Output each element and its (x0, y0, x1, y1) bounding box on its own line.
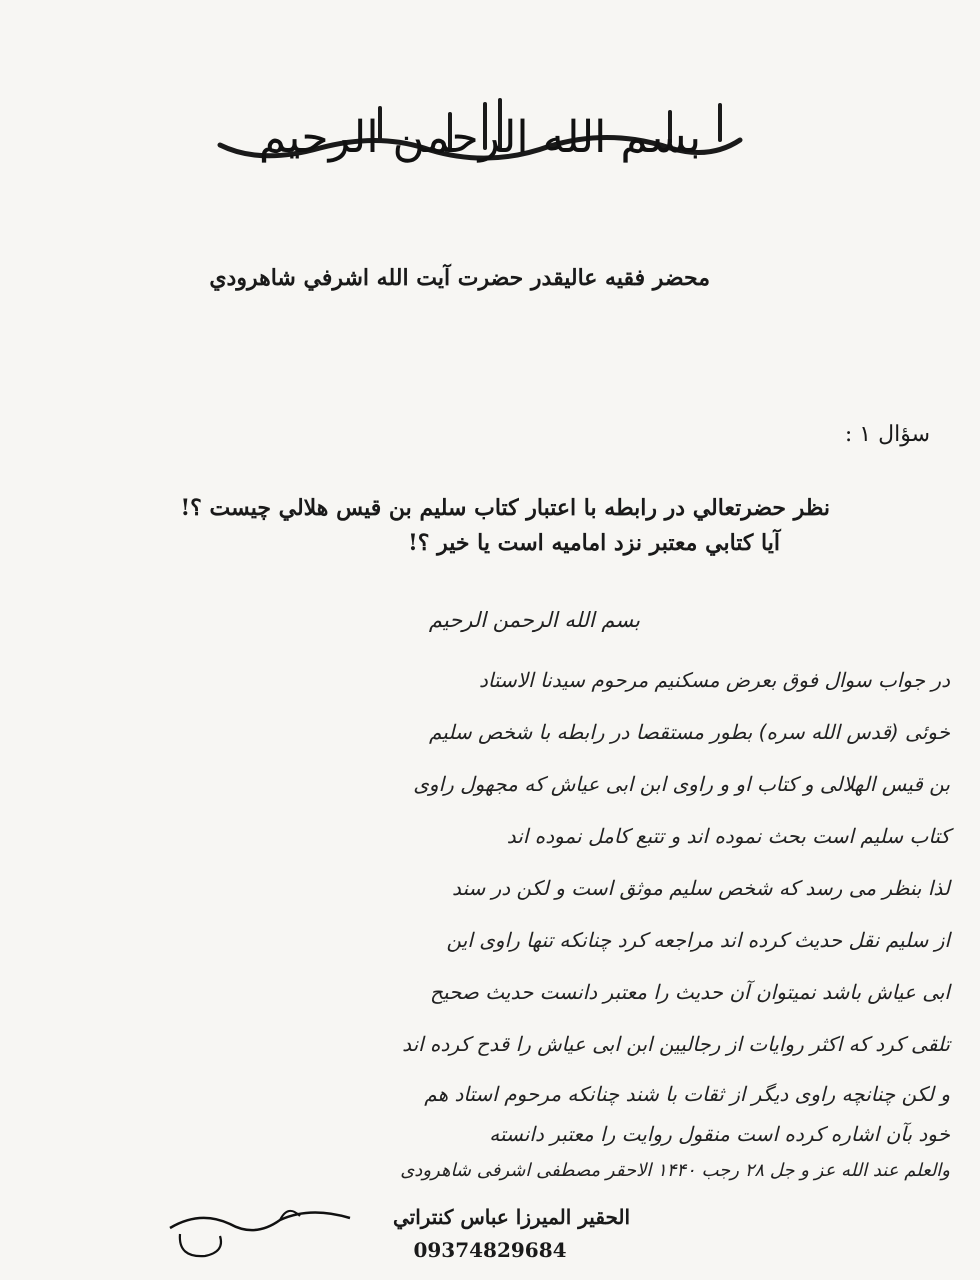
answer-line-3: بن قیس الهلالی و کتاب او و راوی ابن ابی عیاش که مجهول راوی (413, 772, 950, 796)
closing-name: الحقير الميرزا عباس کنتراتي (392, 1205, 630, 1229)
phone-number: 09374829684 (413, 1238, 567, 1262)
answer-line-9: و لکن چنانچه راوی دیگر از ثقات با شند چنانکه مرحوم استاد هم (424, 1082, 950, 1106)
answer-line-6: از سلیم نقل حدیث کرده اند مراجعه کرد چنانکه تنها راوی این (446, 928, 950, 952)
bismillah-calligraphy (200, 90, 760, 180)
answer-line-11: والعلم عند الله عز و جل ۲۸ رجب ۱۴۴۰ الاحقر مصطفی اشرفی شاهرودی (400, 1160, 950, 1181)
bismillah-text: بسم الله الرحمن الرحيم (258, 112, 702, 163)
recipient-heading: محضر فقيه عاليقدر حضرت آيت الله اشرفي شاهرودي (209, 265, 710, 291)
answer-line-2: خوئی (قدس الله سره) بطور مستقصا در رابطه با شخص سلیم (429, 720, 950, 744)
question-line-1: نظر حضرتعالي در رابطه با اعتبار کتاب سليم بن قيس هلالي چيست ؟! (180, 495, 830, 521)
answer-line-10: خود بآن اشاره کرده است منقول روایت را معتبر دانسته (489, 1122, 950, 1146)
answer-line-8: تلقی کرد که اکثر روایات از رجالیین ابن ابی عیاش را قدح کرده اند (402, 1032, 950, 1056)
answer-line-5: لذا بنظر می رسد که شخص سلیم موثق است و لکن در سند (451, 876, 950, 900)
answer-line-7: ابی عیاش باشد نمیتوان آن حدیث را معتبر دانست حدیث صحیح (430, 980, 950, 1004)
answer-line-1: در جواب سوال فوق بعرض مسکنیم مرحوم سیدنا الاستاد (478, 668, 950, 692)
question-label: سؤال ۱ : (844, 422, 930, 447)
answer-bismillah: بسم الله الرحمن الرحيم (428, 608, 640, 632)
answer-line-4: کتاب سلیم است بحث نموده اند و تتبع کامل نموده اند (506, 824, 950, 848)
question-line-2: آيا کتابي معتبر نزد اماميه است يا خير ؟! (408, 530, 780, 556)
